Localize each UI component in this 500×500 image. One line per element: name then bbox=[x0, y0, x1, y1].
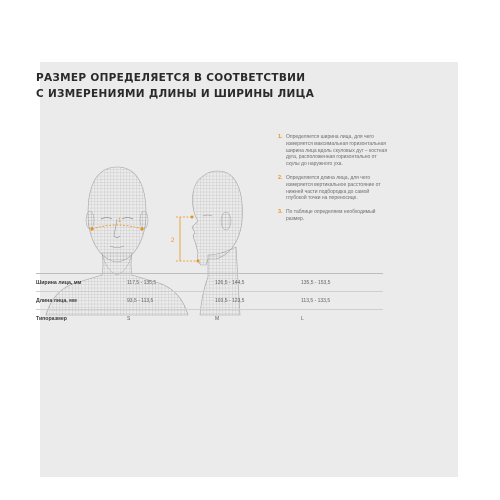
table-cell: 126,5 - 144,5 bbox=[215, 280, 245, 286]
instruction-number: 2. bbox=[278, 174, 283, 181]
row-label: Длина лица, мм bbox=[36, 298, 77, 304]
table-cell: 93,5 - 113,5 bbox=[127, 298, 154, 304]
length-marker-label: 2 bbox=[171, 238, 175, 244]
instruction-item bbox=[278, 134, 388, 168]
table-cell: L bbox=[301, 316, 304, 322]
instruction-item bbox=[278, 175, 388, 202]
title-line: С ИЗМЕРЕНИЯМИ ДЛИНЫ И ШИРИНЫ ЛИЦА bbox=[36, 88, 315, 100]
instruction-text: Определяется ширина лица, для чего измеряется максимальная горизонтальная ширина лица вдоль скуловых дуг – костная дуга, расположенная горизонтально от скулы до наружного уха. bbox=[286, 134, 388, 168]
row-label: Ширина лица, мм bbox=[36, 280, 82, 286]
title-line: РАЗМЕР ОПРЕДЕЛЯЕТСЯ В СООТВЕТСТВИИ bbox=[36, 72, 306, 84]
width-marker-label: 1 bbox=[118, 218, 122, 224]
instruction-number: 3. bbox=[278, 209, 283, 216]
table-row bbox=[36, 274, 383, 292]
instruction-text: Определяется длина лица, для чего измеряется вертикальное расстояние от нижней части подбородка до самой глубокой точки на переносице. bbox=[286, 174, 381, 202]
measurement-instructions bbox=[278, 134, 388, 230]
table-row bbox=[36, 292, 383, 310]
table-cell: 117,5 - 135,5 bbox=[127, 280, 157, 286]
table-cell: 113,5 - 133,5 bbox=[301, 298, 331, 304]
instruction-number: 1. bbox=[278, 134, 283, 140]
table-cell: 103,5 - 123,5 bbox=[215, 298, 245, 304]
table-row bbox=[36, 310, 383, 327]
instruction-item bbox=[278, 209, 388, 223]
row-label: Типоразмер bbox=[36, 316, 67, 322]
page-title bbox=[36, 70, 315, 102]
table-cell: M bbox=[215, 316, 220, 322]
instruction-text: По таблице определяем необходимый размер. bbox=[286, 209, 376, 222]
table-cell: 135,5 - 153,5 bbox=[301, 280, 331, 286]
table-cell: S bbox=[127, 316, 131, 322]
size-table bbox=[36, 273, 383, 327]
